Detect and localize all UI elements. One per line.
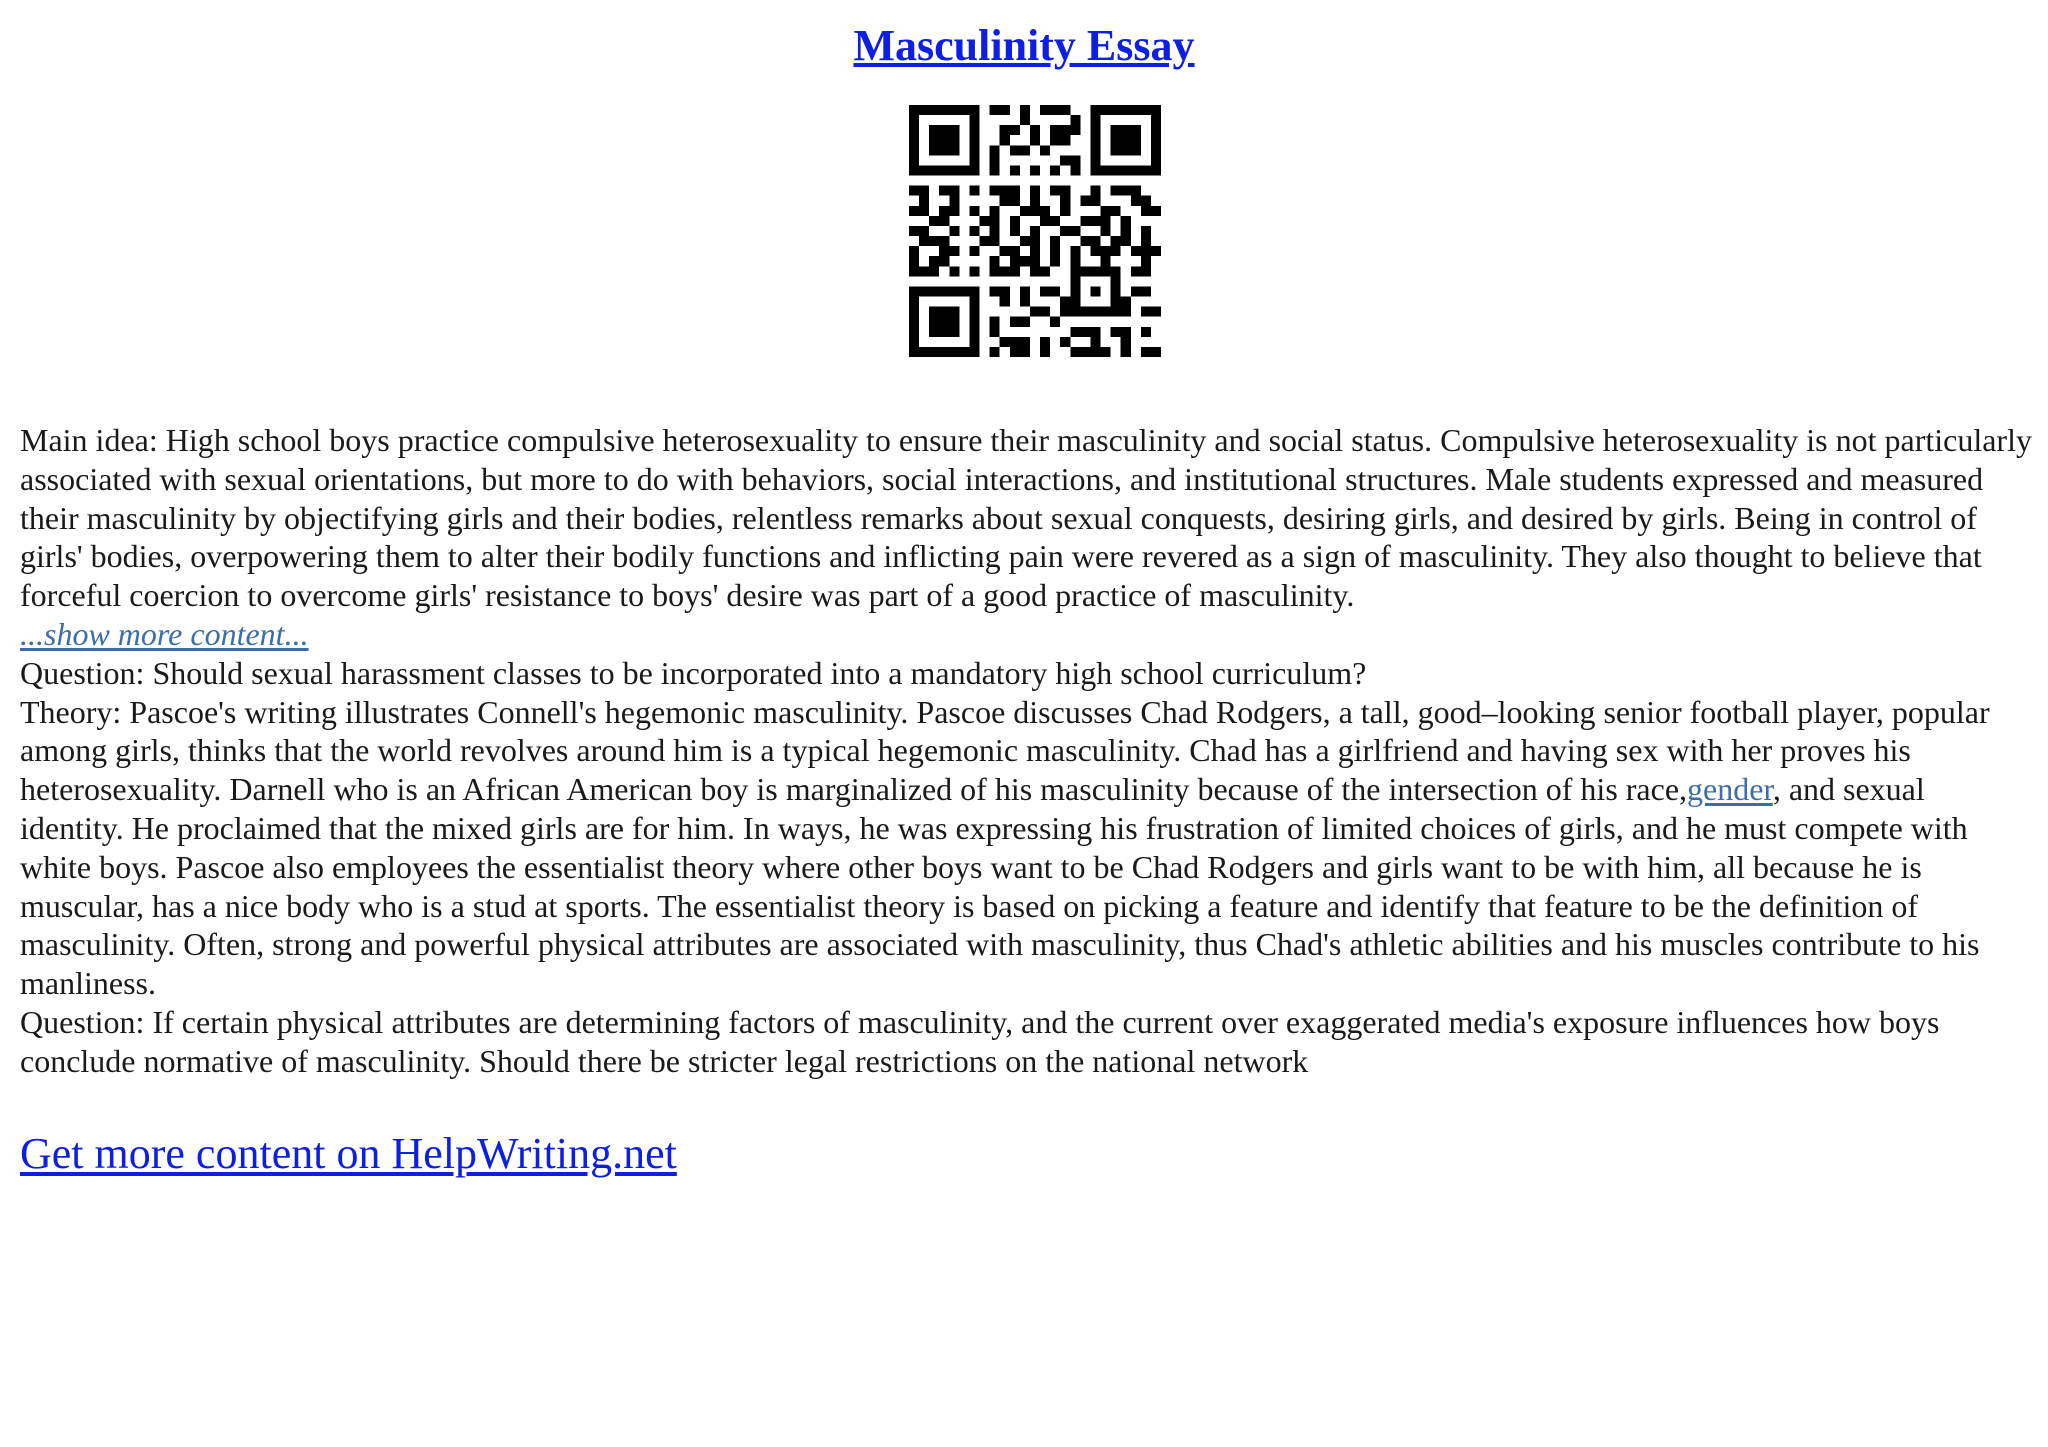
show-more-paragraph <box>20 615 2032 654</box>
question-1-paragraph <box>20 654 2032 693</box>
main-idea-paragraph <box>20 421 2032 615</box>
theory-text-part-2: , and sexual identity. He proclaimed that the mixed girls are for him. In ways, he was expressing his frustration of limited choices of girls, and he must compete with white boys. Pascoe also employees the essentialist theory where other boys want to be Chad Rodgers and girls want to be with him, all because he is muscular, has a nice body who is a stud at sports. The essentialist theory is based on picking a feature and identify that feature to be the definition of masculinity. Often, strong and powerful physical attributes are associated with masculinity, thus Chad's athletic abilities and his muscles contribute to his manliness. <box>20 771 1980 1002</box>
page-title <box>0 18 2048 74</box>
question-2-text: Question: If certain physical attributes are determining factors of masculinity, and the current over exaggerated media's exposure influences how boys conclude normative of masculinity. Should there be stricter legal restrictions on the national network <box>20 1003 1940 1079</box>
title-link[interactable]: Masculinity Essay <box>853 21 1195 70</box>
show-more-link[interactable]: ...show more content... <box>20 615 309 652</box>
theory-paragraph <box>20 693 2032 1003</box>
main-idea-text: Main idea: High school boys practice compulsive heterosexuality to ensure their masculinity and social status. Compulsive heterosexuality is not particularly associated with sexual orientations, but more to do with behaviors, social interactions, and institutional structures. Male students expressed and measured their masculinity by objectifying girls and their bodies, relentless remarks about sexual conquests, desiring girls, and desired by girls. Being in control of girls' bodies, overpowering them to alter their bodily functions and inflicting pain were revered as a sign of masculinity. They also thought to believe that forceful coercion to overcome girls' resistance to boys' desire was part of a good practice of masculinity. <box>20 422 2032 614</box>
gender-link[interactable]: gender <box>1687 771 1773 808</box>
question-1-text: Question: Should sexual harassment classes to be incorporated into a mandatory high school curriculum? <box>20 654 1367 691</box>
theory-text-part-1: Theory: Pascoe's writing illustrates Connell's hegemonic masculinity. Pascoe discusses Chad Rodgers, a tall, good–looking senior football player, popular among girls, thinks that the world revolves around him is a typical hegemonic masculinity. Chad has a girlfriend and having sex with her proves his heterosexuality. Darnell who is an African American boy is marginalized of his masculinity because of the intersection of his race, <box>20 693 1990 808</box>
essay-body <box>20 421 2032 1081</box>
question-2-paragraph <box>20 1003 2032 1081</box>
qr-code-icon <box>909 105 1161 357</box>
helpwriting-footer-link[interactable]: Get more content on HelpWriting.net <box>20 1129 677 1178</box>
